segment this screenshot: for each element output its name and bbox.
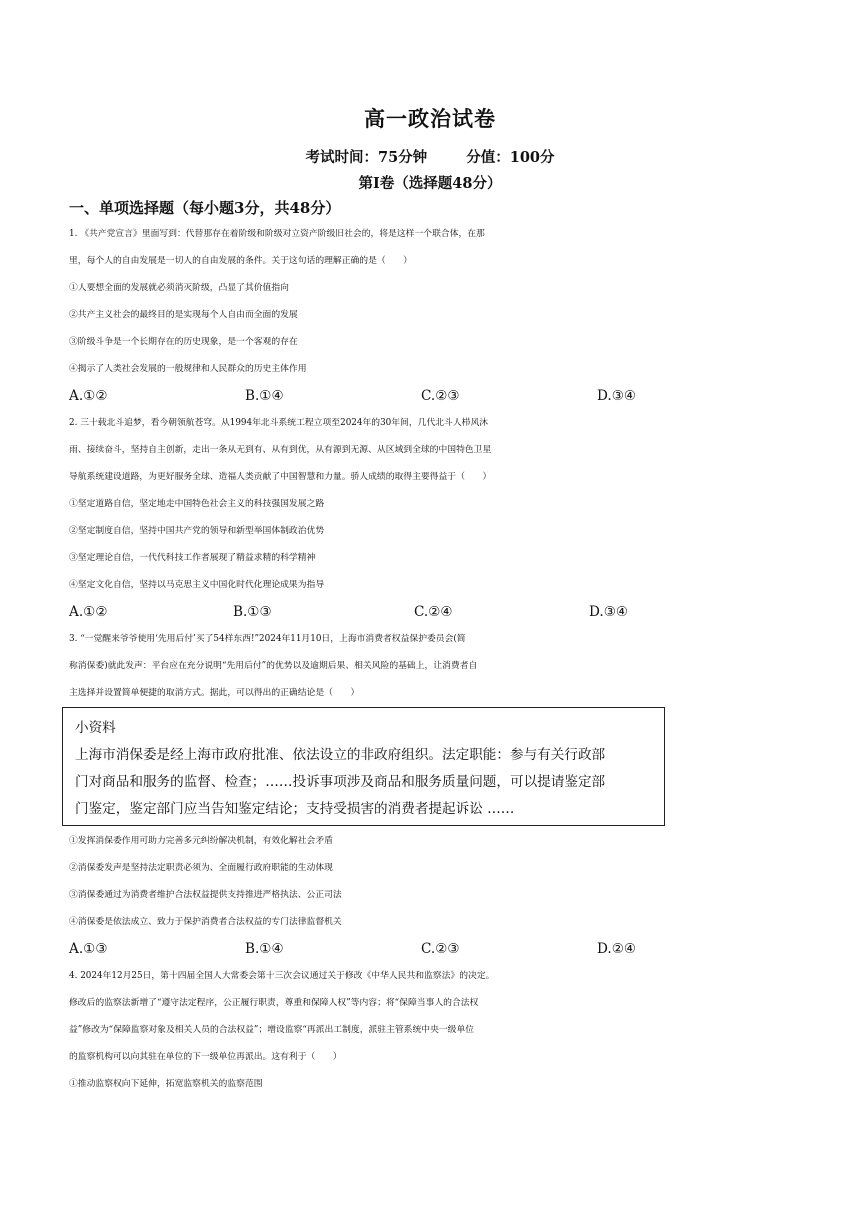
q3-option-d[interactable]: D.②④ xyxy=(597,941,637,957)
q3-statement: ④消保委是依法成立、致力于保护消费者合法权益的专门法律监督机关 xyxy=(69,917,342,927)
q2-option-b[interactable]: B.①③ xyxy=(233,604,272,620)
q2-statement: ④坚定文化自信，坚持以马克思主义中国化时代化理论成果为指导 xyxy=(69,580,325,590)
q2-option-d[interactable]: D.③④ xyxy=(589,604,629,620)
q3-options xyxy=(69,939,799,959)
q1-statement: ②共产主义社会的最终目的是实现每个人自由而全面的发展 xyxy=(69,310,298,320)
q2-statement: ②坚定制度自信，坚持中国共产党的领导和新型举国体制政治优势 xyxy=(69,526,325,536)
q1-stem-line: 1. 《共产党宣言》里面写到：代替那存在着阶级和阶级对立资产阶级旧社会的，将是这样一个联合体，在那 xyxy=(69,229,485,239)
exam-title: 高一政治试卷 xyxy=(364,106,496,131)
exam-score: 分值：100分 xyxy=(466,149,555,166)
q1-options xyxy=(69,386,799,406)
q3-option-c[interactable]: C.②③ xyxy=(421,941,460,957)
volume-heading: 第Ⅰ卷（选择题48分） xyxy=(358,175,502,192)
exam-meta xyxy=(0,146,860,167)
q4-stem-line: 4. 2024年12月25日，第十四届全国人大常委会第十三次会议通过关于修改《中华人民共和监察法》的决定。 xyxy=(69,971,495,981)
q2-stem-line: 2. 三十载北斗追梦，看今朝领航苍穹。从1994年北斗系统工程立项至2024年的30年间，几代北斗人栉风沐 xyxy=(69,418,489,428)
material-line: 上海市消保委是经上海市政府批准、依法设立的非政府组织。法定职能：参与有关行政部 xyxy=(75,747,606,763)
q1-statement: ①人要想全面的发展就必须消灭阶级，凸显了其价值指向 xyxy=(69,283,289,293)
q3-stem-line: 3. “一觉醒来爷爷使用‘先用后付’买了54样东西!”2024年11月10日，上海市消费者权益保护委员会(简 xyxy=(69,634,466,644)
q3-stem-line: 称消保委)就此发声：平台应在充分说明“先用后付”的优势以及逾期后果、相关风险的基础上，让消费者自 xyxy=(69,661,478,671)
q4-stem-line: 修改后的监察法新增了“遵守法定程序，公正履行职责，尊重和保障人权”等内容；将“保障当事人的合法权 xyxy=(69,998,479,1008)
q2-stem-line: 导航系统建设道路，为更好服务全球、造福人类贡献了中国智慧和力量。骄人成绩的取得主要得益于（ ） xyxy=(69,472,492,482)
q2-stem-line: 雨、接续奋斗，坚持自主创新，走出一条从无到有、从有到优，从有源到无源、从区域到全球的中国特色卫星 xyxy=(69,445,492,455)
q1-stem-line: 里，每个人的自由发展是一切人的自由发展的条件。关于这句话的理解正确的是（ ） xyxy=(69,256,413,266)
q1-option-b[interactable]: B.①④ xyxy=(245,388,284,404)
q3-statement: ②消保委发声是坚持法定职责必须为、全面履行政府职能的生动体现 xyxy=(69,863,333,873)
q2-statement: ③坚定理论自信，一代代科技工作者展现了精益求精的科学精神 xyxy=(69,553,316,563)
q4-statement: ①推动监察权向下延伸，拓宽监察机关的监察范围 xyxy=(69,1079,263,1089)
section-heading: 一、单项选择题（每小题3分，共48分） xyxy=(69,199,341,217)
material-line: 门鉴定，鉴定部门应当告知鉴定结论；支持受损害的消费者提起诉讼 …… xyxy=(75,801,515,817)
q3-statement: ③消保委通过为消费者维护合法权益提供支持推进严格执法、公正司法 xyxy=(69,890,342,900)
q1-statement: ③阶级斗争是一个长期存在的历史现象，是一个客观的存在 xyxy=(69,337,298,347)
q2-option-c[interactable]: C.②④ xyxy=(414,604,453,620)
q1-option-d[interactable]: D.③④ xyxy=(597,388,637,404)
q2-options xyxy=(69,602,799,622)
q3-stem-line: 主选择并设置简单便捷的取消方式。据此，可以得出的正确结论是（ ） xyxy=(69,688,360,698)
q4-stem-line: 的监察机构可以向其驻在单位的下一级单位再派出。这有利于（ ） xyxy=(69,1052,342,1062)
q1-option-a[interactable]: A.①② xyxy=(69,388,108,404)
q3-option-b[interactable]: B.①④ xyxy=(245,941,284,957)
exam-time: 考试时间：75分钟 xyxy=(305,149,428,166)
material-line: 门对商品和服务的监督、检查；……投诉事项涉及商品和服务质量问题，可以提请鉴定部 xyxy=(75,774,606,790)
q1-option-c[interactable]: C.②③ xyxy=(421,388,460,404)
q2-statement: ①坚定道路自信，坚定地走中国特色社会主义的科技强国发展之路 xyxy=(69,499,325,509)
material-box xyxy=(62,707,665,826)
q4-stem-line: 益”修改为“保障监察对象及相关人员的合法权益”；增设监察“再派出工制度，派驻主管系统中央一级单位 xyxy=(69,1025,475,1035)
q1-statement: ④揭示了人类社会发展的一般规律和人民群众的历史主体作用 xyxy=(69,364,307,374)
q3-option-a[interactable]: A.①③ xyxy=(69,941,108,957)
q2-option-a[interactable]: A.①② xyxy=(69,604,108,620)
q3-statement: ①发挥消保委作用可助力完善多元纠纷解决机制，有效化解社会矛盾 xyxy=(69,836,333,846)
material-heading: 小资料 xyxy=(75,720,116,736)
